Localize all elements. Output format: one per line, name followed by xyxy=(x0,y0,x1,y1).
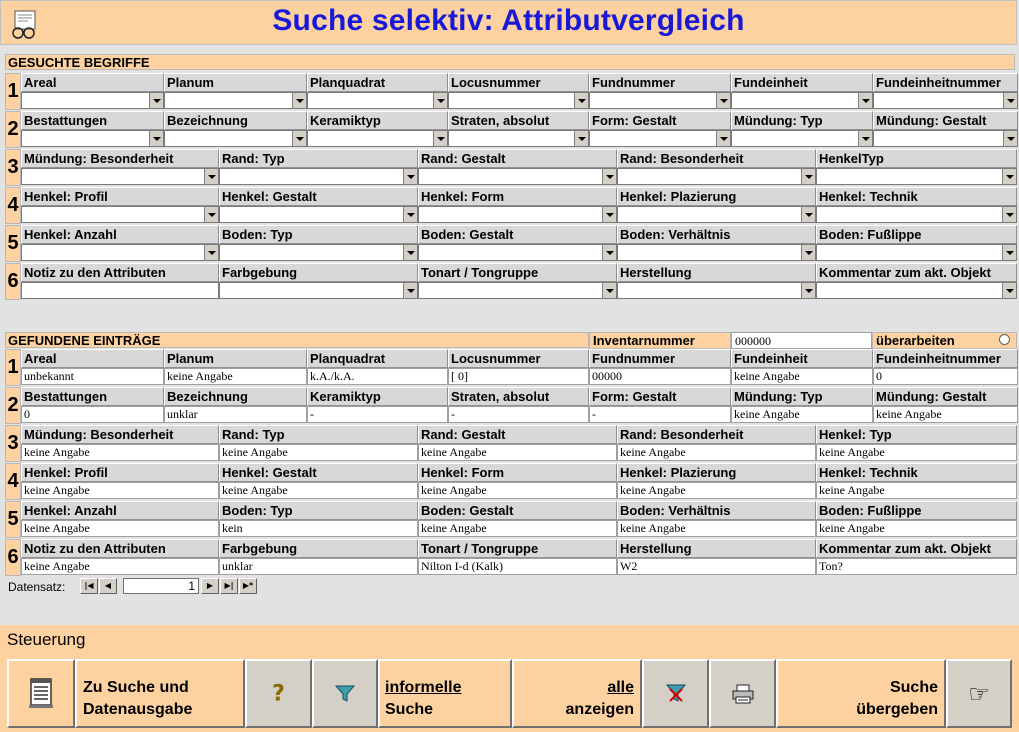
search-field-henkel-profil xyxy=(21,187,219,224)
result-field-rand-typ xyxy=(219,425,418,462)
search-field-mündung-typ xyxy=(731,111,873,148)
combo-box[interactable] xyxy=(873,130,1018,147)
combo-box[interactable] xyxy=(816,282,1017,299)
inventory-number-value: 000000 xyxy=(731,332,872,349)
combo-box[interactable] xyxy=(731,130,873,147)
open-form-button[interactable] xyxy=(7,659,75,728)
search-field-kommentar-zum-akt-objekt xyxy=(816,263,1017,300)
field-value[interactable]: 0 xyxy=(21,406,164,423)
result-field-boden-verhältnis xyxy=(617,501,816,538)
field-label: Boden: Fußlippe xyxy=(816,501,1017,520)
search-field-straten-absolut xyxy=(448,111,589,148)
combo-box[interactable] xyxy=(816,244,1017,261)
field-label: Areal xyxy=(21,349,164,368)
combo-box[interactable] xyxy=(219,244,418,261)
dropdown-arrow-icon[interactable] xyxy=(1002,283,1016,298)
result-field-rand-gestalt xyxy=(418,425,617,462)
field-value[interactable]: Nilton I-d (Kalk) xyxy=(418,558,617,575)
field-label: Rand: Gestalt xyxy=(418,149,617,168)
combo-box[interactable] xyxy=(617,282,816,299)
field-label: Planum xyxy=(164,349,307,368)
field-label: Locusnummer xyxy=(448,73,589,92)
remove-filter-button[interactable] xyxy=(642,659,709,728)
search-field-henkel-form xyxy=(418,187,617,224)
combo-box[interactable] xyxy=(164,92,307,109)
field-label: Boden: Typ xyxy=(219,501,418,520)
field-value[interactable]: unbekannt xyxy=(21,368,164,385)
dropdown-arrow-icon[interactable] xyxy=(801,169,815,184)
field-value[interactable]: keine Angabe xyxy=(418,482,617,499)
dropdown-arrow-icon[interactable] xyxy=(292,131,306,146)
field-label: Rand: Besonderheit xyxy=(617,425,816,444)
result-field-henkel-profil xyxy=(21,463,219,500)
row-number: 1 xyxy=(5,73,21,110)
field-label: Henkel: Typ xyxy=(816,425,1017,444)
dropdown-arrow-icon[interactable] xyxy=(574,131,588,146)
search-field-henkeltyp xyxy=(816,149,1017,186)
field-label: Henkel: Technik xyxy=(816,187,1017,206)
combo-box[interactable] xyxy=(448,130,589,147)
field-value[interactable]: keine Angabe xyxy=(731,406,873,423)
field-value[interactable]: keine Angabe xyxy=(418,520,617,537)
field-label: Bezeichnung xyxy=(164,111,307,130)
row-number: 3 xyxy=(5,149,21,186)
field-value[interactable]: keine Angabe xyxy=(164,368,307,385)
result-field-mündung-gestalt xyxy=(873,387,1018,424)
revise-label: überarbeiten xyxy=(872,332,1017,349)
field-label: Boden: Typ xyxy=(219,225,418,244)
field-label: Henkel: Profil xyxy=(21,187,219,206)
field-label: Mündung: Typ xyxy=(731,111,873,130)
prev-record-icon[interactable]: ◀ xyxy=(99,578,117,594)
submit-pointer-button[interactable] xyxy=(946,659,1012,728)
field-label: Bezeichnung xyxy=(164,387,307,406)
filter-icon xyxy=(335,685,355,703)
field-label: Henkel: Anzahl xyxy=(21,225,219,244)
row-number: 4 xyxy=(5,187,21,224)
result-field-farbgebung xyxy=(219,539,418,576)
remove-filter-icon xyxy=(665,684,687,704)
combo-box[interactable] xyxy=(418,206,617,223)
help-icon: ? xyxy=(272,681,285,706)
dropdown-arrow-icon[interactable] xyxy=(716,93,730,108)
result-field-bezeichnung xyxy=(164,387,307,424)
filter-button[interactable] xyxy=(312,659,378,728)
field-label: Kommentar zum akt. Objekt xyxy=(816,263,1017,282)
field-label: Herstellung xyxy=(617,263,816,282)
dropdown-arrow-icon[interactable] xyxy=(403,207,417,222)
field-value[interactable]: - xyxy=(448,406,589,423)
dropdown-arrow-icon[interactable] xyxy=(292,93,306,108)
field-label: Boden: Gestalt xyxy=(418,501,617,520)
search-field-locusnummer xyxy=(448,73,589,110)
row-number: 1 xyxy=(5,349,21,386)
combo-box[interactable] xyxy=(307,92,448,109)
row-number: 5 xyxy=(5,501,21,538)
dropdown-arrow-icon[interactable] xyxy=(1002,207,1016,222)
row-number: 2 xyxy=(5,387,21,424)
record-number-input[interactable]: 1 xyxy=(123,578,199,594)
inventory-number-label: Inventarnummer xyxy=(589,332,731,349)
results-section-header: GEFUNDENE EINTRÄGE xyxy=(5,332,589,348)
combo-box[interactable] xyxy=(418,168,617,185)
dropdown-arrow-icon[interactable] xyxy=(858,93,872,108)
search-field-henkel-gestalt xyxy=(219,187,418,224)
field-value[interactable]: - xyxy=(589,406,731,423)
search-field-form-gestalt xyxy=(589,111,731,148)
combo-box[interactable] xyxy=(617,244,816,261)
dropdown-arrow-icon[interactable] xyxy=(602,283,616,298)
form-list-icon xyxy=(26,678,56,710)
combo-box[interactable] xyxy=(731,92,873,109)
result-field-boden-gestalt xyxy=(418,501,617,538)
field-label: Locusnummer xyxy=(448,349,589,368)
dropdown-arrow-icon[interactable] xyxy=(574,93,588,108)
combo-box[interactable] xyxy=(418,244,617,261)
search-field-bezeichnung xyxy=(164,111,307,148)
dropdown-arrow-icon[interactable] xyxy=(1003,131,1017,146)
search-field-planquadrat xyxy=(307,73,448,110)
field-value[interactable]: W2 xyxy=(617,558,816,575)
field-value[interactable]: keine Angabe xyxy=(219,444,418,461)
search-field-rand-besonderheit xyxy=(617,149,816,186)
field-label: Henkel: Gestalt xyxy=(219,187,418,206)
informal-search-button[interactable] xyxy=(378,659,512,728)
combo-box[interactable] xyxy=(21,130,164,147)
combo-box[interactable] xyxy=(307,130,448,147)
field-value[interactable]: 0 xyxy=(873,368,1018,385)
row-number: 6 xyxy=(5,263,21,300)
field-label: Fundeinheitnummer xyxy=(873,73,1018,92)
field-label: Boden: Fußlippe xyxy=(816,225,1017,244)
field-label: Form: Gestalt xyxy=(589,387,731,406)
result-field-tonart-tongruppe xyxy=(418,539,617,576)
combo-box[interactable] xyxy=(21,244,219,261)
dropdown-arrow-icon[interactable] xyxy=(204,169,218,184)
field-label: Rand: Gestalt xyxy=(418,425,617,444)
combo-box[interactable] xyxy=(448,92,589,109)
field-value[interactable]: keine Angabe xyxy=(21,444,219,461)
search-field-boden-gestalt xyxy=(418,225,617,262)
show-all-button[interactable] xyxy=(512,659,642,728)
field-label: Rand: Typ xyxy=(219,149,418,168)
result-field-henkel-typ xyxy=(816,425,1017,462)
field-label: Rand: Besonderheit xyxy=(617,149,816,168)
field-value[interactable]: keine Angabe xyxy=(617,444,816,461)
field-label: Henkel: Profil xyxy=(21,463,219,482)
submit-line1: Suche xyxy=(889,679,938,696)
combo-box[interactable] xyxy=(21,282,219,299)
search-output-line1: Zu Suche und xyxy=(83,679,189,696)
dropdown-arrow-icon[interactable] xyxy=(801,283,815,298)
result-field-planquadrat xyxy=(307,349,448,386)
new-record-icon[interactable]: ▶* xyxy=(239,578,257,594)
field-label: Kommentar zum akt. Objekt xyxy=(816,539,1017,558)
combo-box[interactable] xyxy=(617,168,816,185)
combo-box[interactable] xyxy=(164,130,307,147)
field-value[interactable]: keine Angabe xyxy=(816,520,1017,537)
field-label: Herstellung xyxy=(617,539,816,558)
field-value[interactable]: keine Angabe xyxy=(21,520,219,537)
control-panel-title: Steuerung xyxy=(7,630,86,649)
search-field-planum xyxy=(164,73,307,110)
field-value[interactable]: keine Angabe xyxy=(873,406,1018,423)
dropdown-arrow-icon[interactable] xyxy=(403,245,417,260)
search-field-mündung-gestalt xyxy=(873,111,1018,148)
field-label: Henkel: Form xyxy=(418,187,617,206)
search-field-bestattungen xyxy=(21,111,164,148)
dropdown-arrow-icon[interactable] xyxy=(602,207,616,222)
dropdown-arrow-icon[interactable] xyxy=(801,245,815,260)
result-field-fundnummer xyxy=(589,349,731,386)
print-button[interactable] xyxy=(709,659,776,728)
field-label: Fundeinheitnummer xyxy=(873,349,1018,368)
result-field-boden-fußlippe xyxy=(816,501,1017,538)
row-number: 4 xyxy=(5,463,21,500)
page-title: Suche selektiv: Attributvergleich xyxy=(272,4,745,37)
field-value[interactable]: 00000 xyxy=(589,368,731,385)
field-value[interactable]: Ton? xyxy=(816,558,1017,575)
search-field-herstellung xyxy=(617,263,816,300)
field-label: Henkel: Plazierung xyxy=(617,187,816,206)
field-label: Mündung: Gestalt xyxy=(873,387,1018,406)
search-field-fundnummer xyxy=(589,73,731,110)
search-output-line2: Datenausgabe xyxy=(83,701,193,718)
help-button[interactable] xyxy=(245,659,312,728)
field-label: Form: Gestalt xyxy=(589,111,731,130)
field-value[interactable]: k.A./k.A. xyxy=(307,368,448,385)
search-field-fundeinheit xyxy=(731,73,873,110)
result-field-boden-typ xyxy=(219,501,418,538)
dropdown-arrow-icon[interactable] xyxy=(149,131,163,146)
field-label: Mündung: Typ xyxy=(731,387,873,406)
show-all-line2: anzeigen xyxy=(565,701,634,718)
result-field-rand-besonderheit xyxy=(617,425,816,462)
combo-box[interactable] xyxy=(589,92,731,109)
dropdown-arrow-icon[interactable] xyxy=(602,245,616,260)
dropdown-arrow-icon[interactable] xyxy=(204,245,218,260)
field-label: Planum xyxy=(164,73,307,92)
combo-box[interactable] xyxy=(219,282,418,299)
combo-box[interactable] xyxy=(816,168,1017,185)
search-field-boden-typ xyxy=(219,225,418,262)
field-value[interactable]: keine Angabe xyxy=(816,444,1017,461)
dropdown-arrow-icon[interactable] xyxy=(858,131,872,146)
result-field-planum xyxy=(164,349,307,386)
combo-box[interactable] xyxy=(21,92,164,109)
dropdown-arrow-icon[interactable] xyxy=(433,93,447,108)
field-label: Henkel: Plazierung xyxy=(617,463,816,482)
field-label: Fundeinheit xyxy=(731,73,873,92)
dropdown-arrow-icon[interactable] xyxy=(801,207,815,222)
field-label: Mündung: Besonderheit xyxy=(21,425,219,444)
field-label: Straten, absolut xyxy=(448,111,589,130)
pointing-hand-icon: ☞ xyxy=(968,679,990,708)
search-field-rand-typ xyxy=(219,149,418,186)
field-value[interactable]: keine Angabe xyxy=(816,482,1017,499)
field-label: Areal xyxy=(21,73,164,92)
result-field-bestattungen xyxy=(21,387,164,424)
submit-search-button[interactable] xyxy=(776,659,946,728)
field-label: Keramiktyp xyxy=(307,111,448,130)
result-field-henkel-anzahl xyxy=(21,501,219,538)
result-field-mündung-typ xyxy=(731,387,873,424)
dropdown-arrow-icon[interactable] xyxy=(433,131,447,146)
dropdown-arrow-icon[interactable] xyxy=(602,169,616,184)
search-field-boden-verhältnis xyxy=(617,225,816,262)
combo-box[interactable] xyxy=(816,206,1017,223)
search-field-notiz-zu-den-attributen xyxy=(21,263,219,300)
combo-box[interactable] xyxy=(873,92,1018,109)
search-field-farbgebung xyxy=(219,263,418,300)
field-label: Henkel: Anzahl xyxy=(21,501,219,520)
last-record-icon[interactable]: ▶| xyxy=(220,578,238,594)
dropdown-arrow-icon[interactable] xyxy=(403,169,417,184)
search-field-henkel-plazierung xyxy=(617,187,816,224)
field-label: Tonart / Tongruppe xyxy=(418,539,617,558)
field-label: Fundnummer xyxy=(589,73,731,92)
result-field-henkel-technik xyxy=(816,463,1017,500)
combo-box[interactable] xyxy=(617,206,816,223)
search-section-header: GESUCHTE BEGRIFFE xyxy=(5,54,1015,70)
result-field-form-gestalt xyxy=(589,387,731,424)
search-field-rand-gestalt xyxy=(418,149,617,186)
field-label: Notiz zu den Attributen xyxy=(21,263,219,282)
dropdown-arrow-icon[interactable] xyxy=(403,283,417,298)
result-field-straten-absolut xyxy=(448,387,589,424)
result-field-keramiktyp xyxy=(307,387,448,424)
record-label: Datensatz: xyxy=(8,580,66,594)
field-value[interactable]: keine Angabe xyxy=(219,482,418,499)
field-value[interactable]: keine Angabe xyxy=(418,444,617,461)
title-bar xyxy=(0,0,1017,45)
submit-line2: übergeben xyxy=(856,701,938,718)
field-label: Keramiktyp xyxy=(307,387,448,406)
printer-icon xyxy=(731,684,755,704)
field-value[interactable]: kein xyxy=(219,520,418,537)
result-field-henkel-gestalt xyxy=(219,463,418,500)
search-field-henkel-technik xyxy=(816,187,1017,224)
field-label: Henkel: Gestalt xyxy=(219,463,418,482)
field-label: Mündung: Besonderheit xyxy=(21,149,219,168)
field-label: Fundeinheit xyxy=(731,349,873,368)
search-field-areal xyxy=(21,73,164,110)
first-record-icon[interactable]: |◀ xyxy=(80,578,98,594)
dropdown-arrow-icon[interactable] xyxy=(716,131,730,146)
result-field-kommentar-zum-akt-objekt xyxy=(816,539,1017,576)
field-value[interactable]: keine Angabe xyxy=(617,520,816,537)
field-label: Tonart / Tongruppe xyxy=(418,263,617,282)
dropdown-arrow-icon[interactable] xyxy=(1002,169,1016,184)
field-label: Farbgebung xyxy=(219,263,418,282)
result-field-locusnummer xyxy=(448,349,589,386)
search-field-fundeinheitnummer xyxy=(873,73,1018,110)
field-label: Planquadrat xyxy=(307,349,448,368)
row-number: 2 xyxy=(5,111,21,148)
field-value[interactable]: keine Angabe xyxy=(21,558,219,575)
dropdown-arrow-icon[interactable] xyxy=(204,207,218,222)
search-field-mündung-besonderheit xyxy=(21,149,219,186)
field-value[interactable]: unklar xyxy=(164,406,307,423)
search-field-henkel-anzahl xyxy=(21,225,219,262)
dropdown-arrow-icon[interactable] xyxy=(149,93,163,108)
informal-line1: informelle xyxy=(385,679,462,696)
search-and-output-button[interactable] xyxy=(75,659,245,728)
field-value[interactable]: - xyxy=(307,406,448,423)
informal-line2: Suche xyxy=(385,701,434,718)
combo-box[interactable] xyxy=(418,282,617,299)
field-value[interactable]: unklar xyxy=(219,558,418,575)
field-label: Straten, absolut xyxy=(448,387,589,406)
result-field-fundeinheit xyxy=(731,349,873,386)
result-field-herstellung xyxy=(617,539,816,576)
combo-box[interactable] xyxy=(219,168,418,185)
field-value[interactable]: keine Angabe xyxy=(21,482,219,499)
field-label: Mündung: Gestalt xyxy=(873,111,1018,130)
dropdown-arrow-icon[interactable] xyxy=(1003,93,1017,108)
show-all-line1: alle xyxy=(607,679,634,696)
row-number: 3 xyxy=(5,425,21,462)
field-label: Boden: Verhältnis xyxy=(617,225,816,244)
revise-radio[interactable] xyxy=(999,334,1010,345)
dropdown-arrow-icon[interactable] xyxy=(1002,245,1016,260)
combo-box[interactable] xyxy=(219,206,418,223)
field-label: Boden: Gestalt xyxy=(418,225,617,244)
result-field-areal xyxy=(21,349,164,386)
result-field-mündung-besonderheit xyxy=(21,425,219,462)
field-label: Notiz zu den Attributen xyxy=(21,539,219,558)
field-label: Henkel: Technik xyxy=(816,463,1017,482)
field-label: Henkel: Form xyxy=(418,463,617,482)
search-field-keramiktyp xyxy=(307,111,448,148)
result-field-notiz-zu-den-attributen xyxy=(21,539,219,576)
field-value[interactable]: [ 0] xyxy=(448,368,589,385)
field-value[interactable]: keine Angabe xyxy=(617,482,816,499)
field-label: Farbgebung xyxy=(219,539,418,558)
row-number: 5 xyxy=(5,225,21,262)
control-panel xyxy=(0,625,1019,732)
field-label: Planquadrat xyxy=(307,73,448,92)
field-label: Rand: Typ xyxy=(219,425,418,444)
row-number: 6 xyxy=(5,539,21,576)
search-field-tonart-tongruppe xyxy=(418,263,617,300)
combo-box[interactable] xyxy=(21,206,219,223)
field-label: Bestattungen xyxy=(21,387,164,406)
result-field-henkel-form xyxy=(418,463,617,500)
search-field-boden-fußlippe xyxy=(816,225,1017,262)
field-label: Bestattungen xyxy=(21,111,164,130)
result-field-fundeinheitnummer xyxy=(873,349,1018,386)
field-label: HenkelTyp xyxy=(816,149,1017,168)
combo-box[interactable] xyxy=(589,130,731,147)
field-value[interactable]: keine Angabe xyxy=(731,368,873,385)
field-label: Fundnummer xyxy=(589,349,731,368)
field-label: Boden: Verhältnis xyxy=(617,501,816,520)
result-field-henkel-plazierung xyxy=(617,463,816,500)
next-record-icon[interactable]: ▶ xyxy=(201,578,219,594)
combo-box[interactable] xyxy=(21,168,219,185)
